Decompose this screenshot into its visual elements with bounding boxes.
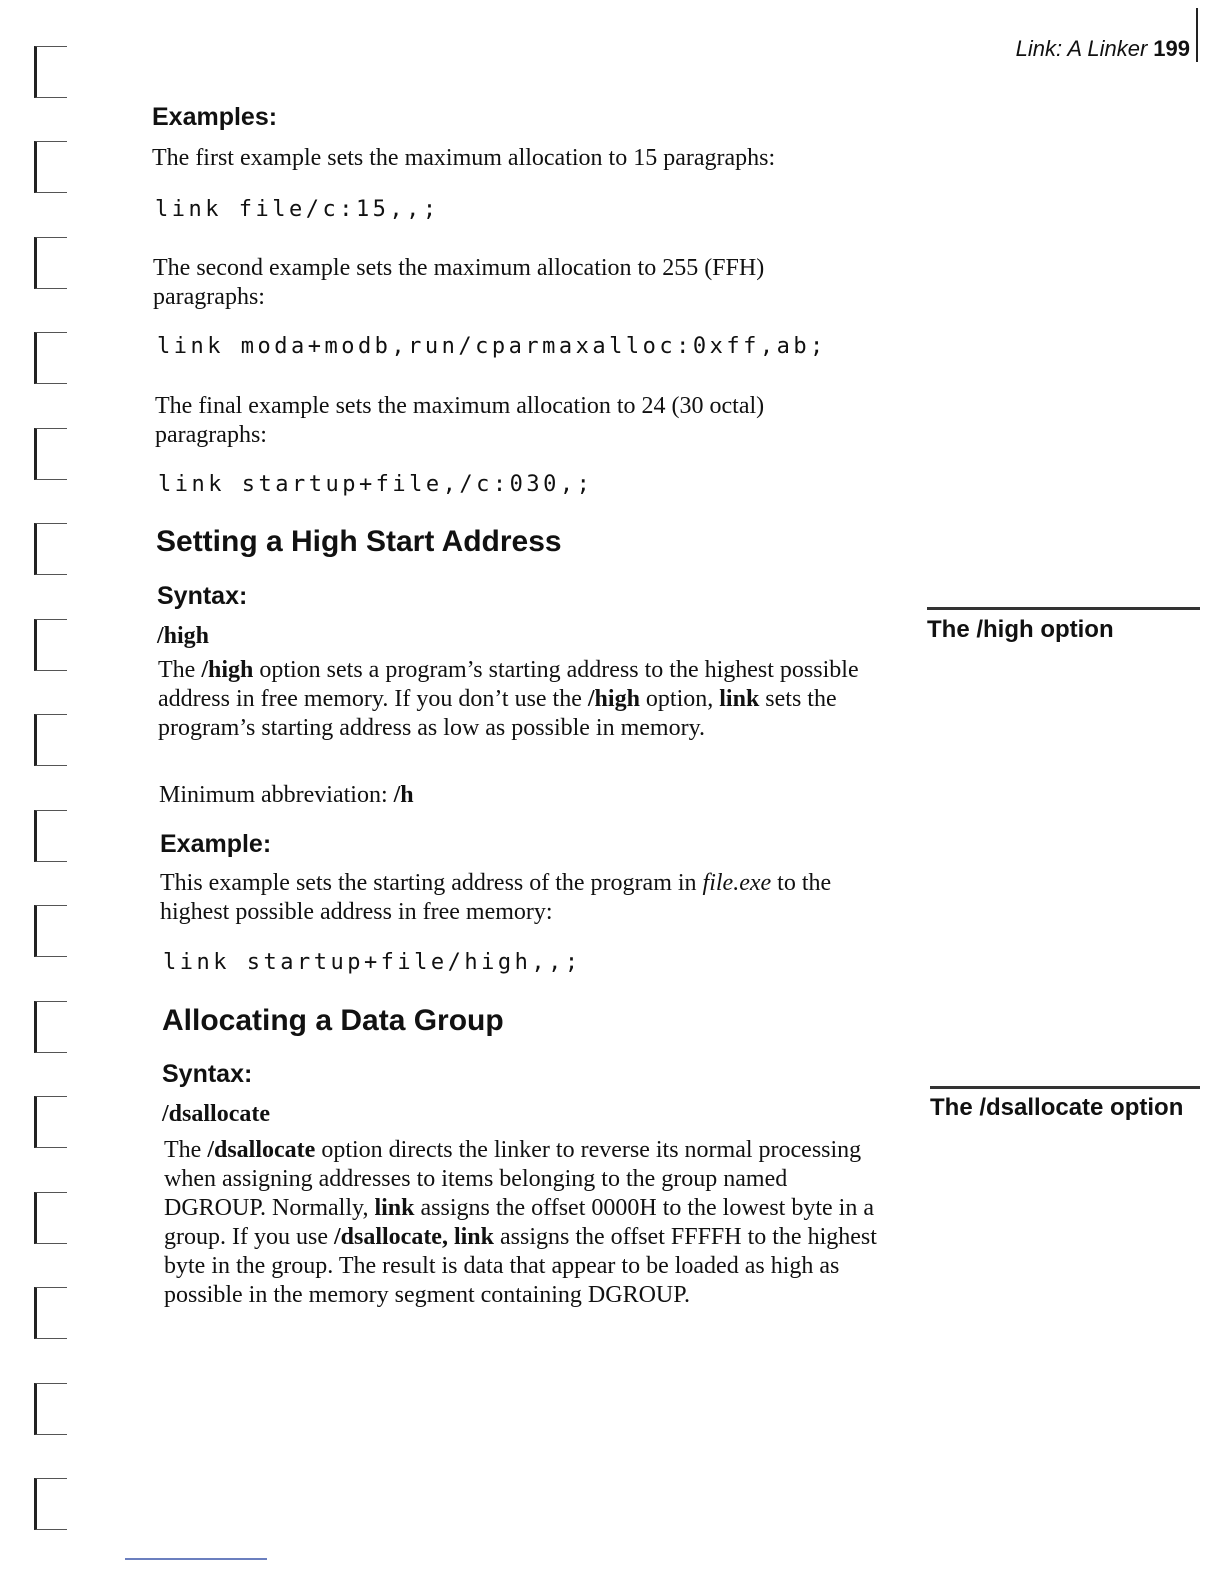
high-min-abbreviation <box>159 781 414 810</box>
examples-heading: Examples: <box>152 103 278 131</box>
option-name: /dsallocate <box>207 1137 316 1163</box>
text-run: The <box>158 657 202 683</box>
text-run: sets the program’s starting address as low as possible in memory. <box>158 686 837 741</box>
high-margin-note: The /high option <box>927 616 1114 643</box>
binder-mark <box>34 332 67 384</box>
binder-mark <box>34 810 67 862</box>
text-run: to the highest possible address in free memory: <box>160 870 832 925</box>
high-example-code: link startup+file/high,,; <box>163 950 582 975</box>
binder-mark <box>34 1192 67 1244</box>
high-syntax: /high <box>157 623 210 649</box>
example-2-code: link moda+modb,run/cparmaxalloc:0xff,ab; <box>157 334 827 359</box>
binder-mark <box>34 1001 67 1053</box>
running-title: Link: A Linker <box>1015 36 1148 61</box>
text-run: option, <box>639 686 720 712</box>
high-syntax-label: Syntax: <box>157 582 248 610</box>
option-name: /dsallocate, <box>333 1224 448 1250</box>
text-run: option sets a program’s starting address to the highest possible address in free memory. If you don’t use the <box>158 657 859 712</box>
page-number: 199 <box>1153 36 1190 61</box>
text-run: assigns the offset FFFFH to the highest byte in the group. The result is data that appear to be loaded as high as possible in the memory segment containing DGROUP. <box>164 1224 877 1308</box>
high-section-heading: Setting a High Start Address <box>156 525 562 558</box>
binder-mark <box>34 428 67 480</box>
dsallocate-description <box>164 1136 894 1310</box>
binder-mark <box>34 905 67 957</box>
binder-mark <box>34 237 67 289</box>
dsallocate-section-heading: Allocating a Data Group <box>162 1004 504 1037</box>
high-description <box>158 656 893 743</box>
high-example-heading: Example: <box>160 830 272 858</box>
example-2-text: The second example sets the maximum allocation to 255 (FFH) paragraphs: <box>153 255 765 310</box>
binder-mark <box>34 619 67 671</box>
margin-rule <box>927 607 1200 610</box>
margin-rule <box>930 1086 1200 1089</box>
command-name: link <box>719 686 760 712</box>
binder-mark <box>34 523 67 575</box>
command-name: link <box>453 1224 494 1250</box>
footer-rule <box>125 1558 267 1560</box>
binder-mark <box>34 1287 67 1339</box>
binder-mark <box>34 714 67 766</box>
header-rule <box>1196 8 1198 62</box>
dsallocate-syntax-label: Syntax: <box>162 1060 253 1088</box>
text-run: assigns the offset 0000H to the lowest byte in a group. If you use <box>164 1195 874 1250</box>
text-run: This example sets the starting address of the program in <box>160 870 703 896</box>
binder-mark <box>34 1096 67 1148</box>
file-name: file.exe <box>702 870 772 896</box>
binder-mark <box>34 1383 67 1435</box>
example-3-code: link startup+file,/c:030,; <box>158 472 594 497</box>
command-name: link <box>374 1195 415 1221</box>
option-name: /h <box>393 782 414 808</box>
example-1-text: The first example sets the maximum allocation to 15 paragraphs: <box>152 145 776 171</box>
binder-mark <box>34 1478 67 1530</box>
binder-mark <box>34 141 67 193</box>
example-1-code: link file/c:15,,; <box>155 197 440 222</box>
dsallocate-syntax: /dsallocate <box>162 1101 270 1127</box>
text-run: The <box>164 1137 208 1163</box>
high-example-text <box>160 869 890 927</box>
text-run: Minimum abbreviation: <box>159 782 394 808</box>
text-run: option directs the linker to reverse its normal processing when assigning addresses to items belonging to the group named DGROUP. Normally, <box>164 1137 862 1221</box>
option-name: /high <box>587 686 640 712</box>
page-header <box>1016 36 1190 62</box>
binder-mark <box>34 46 67 98</box>
dsallocate-margin-note: The /dsallocate option <box>930 1094 1184 1121</box>
option-name: /high <box>201 657 254 683</box>
example-3-text: The final example sets the maximum allocation to 24 (30 octal) paragraphs: <box>155 393 765 448</box>
